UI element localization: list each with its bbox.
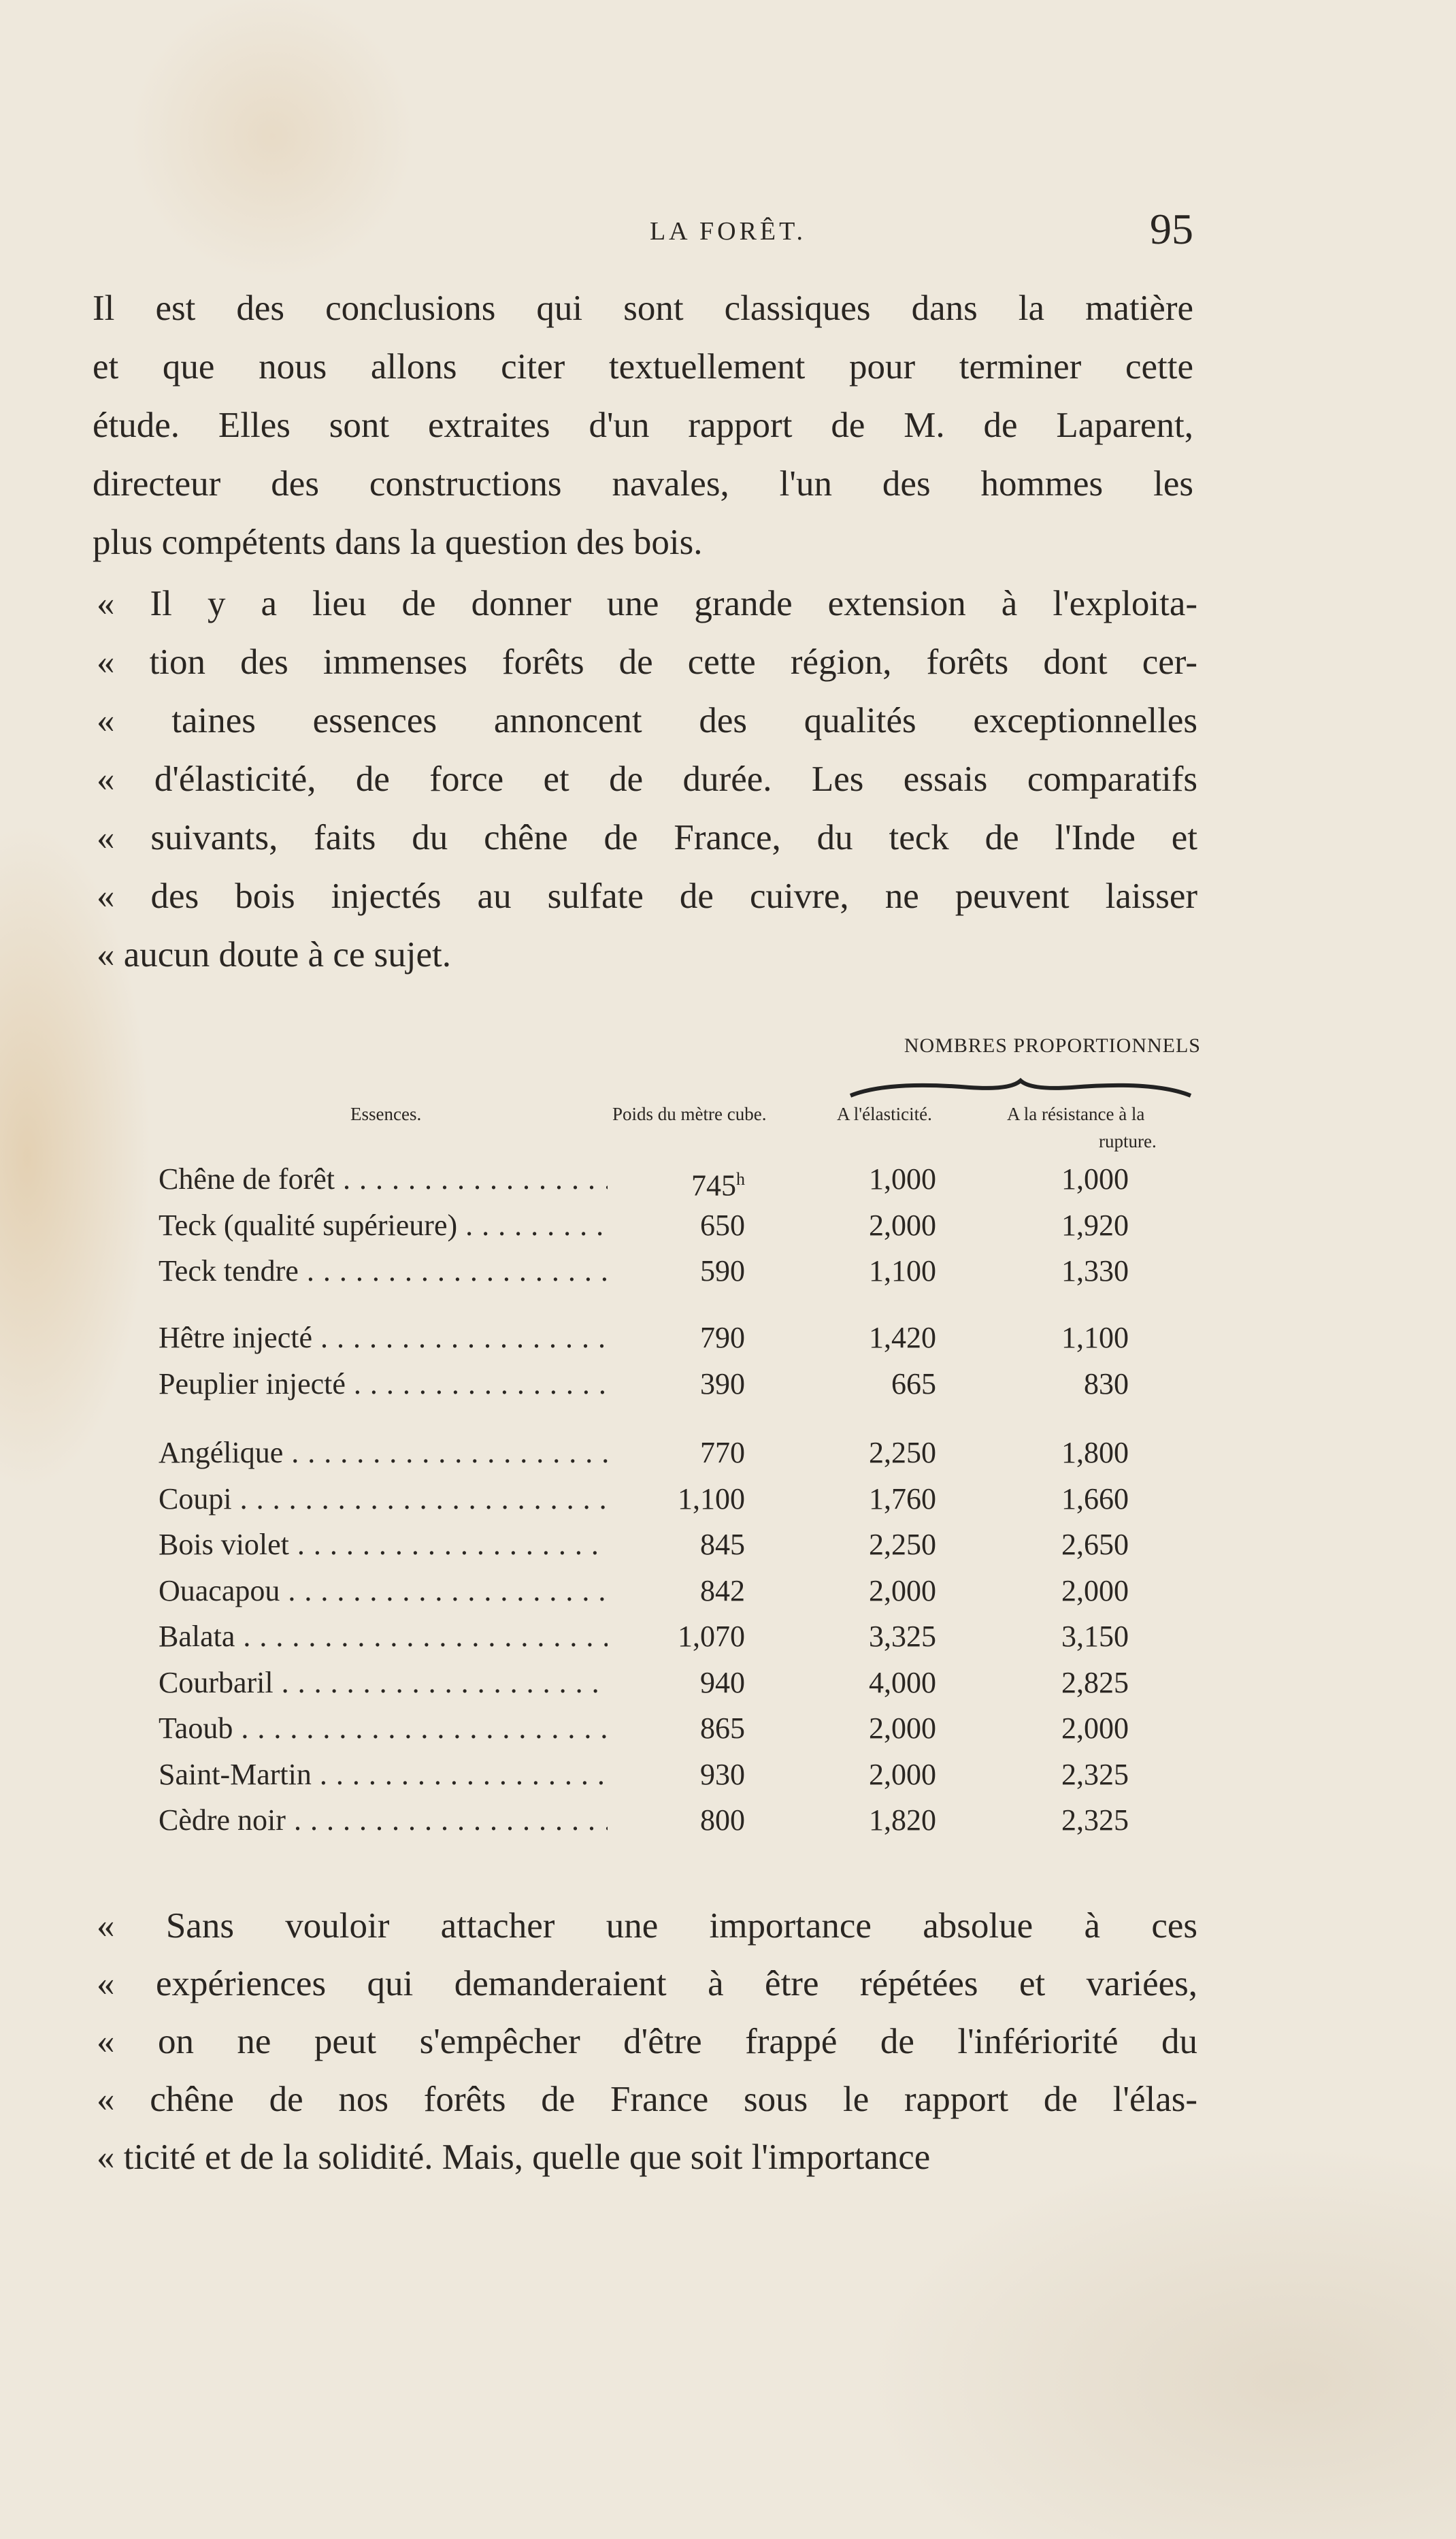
table-row <box>159 1706 1138 1751</box>
text-line: « d'élasticité, de force et de durée. Les essais comparatifs <box>97 759 1197 799</box>
elasticite-cell: 2,250 <box>869 1436 936 1469</box>
elasticite-cell: 2,000 <box>869 1573 936 1607</box>
table-row <box>159 1157 1138 1202</box>
poids-cell: 390 <box>700 1366 745 1400</box>
text-line: « des bois injectés au sulfate de cuivre, ne peuvent laisser <box>97 877 1197 916</box>
text-line: étude. Elles sont extraites d'un rapport de M. de Laparent, <box>93 406 1193 445</box>
text-line: plus compétents dans la question des bois. <box>93 523 703 562</box>
wood-name: Teck (qualité supérieure) . . . <box>159 1203 608 1248</box>
poids-cell: 800 <box>700 1803 745 1837</box>
rupture-cell: 2,000 <box>1061 1711 1129 1745</box>
table-row <box>159 1569 1138 1614</box>
poids-cell: 590 <box>700 1254 745 1288</box>
col-header-poids: Poids du mètre cube. <box>612 1104 767 1124</box>
rupture-cell: 1,330 <box>1061 1254 1129 1288</box>
poids-cell: 650 <box>700 1208 745 1242</box>
poids-cell: 770 <box>700 1436 745 1469</box>
text-line: directeur des constructions navales, l'un des hommes les <box>93 464 1193 504</box>
wood-name: Peuplier injecté . . . <box>159 1362 608 1407</box>
poids-cell: 1,100 <box>678 1481 745 1516</box>
running-title: LA FORÊT. <box>649 217 807 246</box>
table-row <box>159 1477 1138 1522</box>
table-row <box>159 1315 1138 1360</box>
wood-name: Saint-Martin . . . <box>159 1752 608 1797</box>
elasticite-cell: 665 <box>891 1366 936 1400</box>
text-line: Il est des conclusions qui sont classiques dans la matière <box>93 289 1193 328</box>
wood-name: Bois violet . . . <box>159 1522 608 1567</box>
text-line: « ticité et de la solidité. Mais, quelle que soit l'importance <box>97 2137 931 2177</box>
wood-name: Ouacapou . . . <box>159 1569 608 1614</box>
col-header-rupture: A la résistance à la <box>1007 1104 1145 1124</box>
wood-name: Chêne de forêt . . . <box>159 1157 608 1202</box>
table-row <box>159 1362 1138 1407</box>
wood-name: Teck tendre . . . <box>159 1249 608 1294</box>
elasticite-cell: 2,000 <box>869 1208 936 1242</box>
col-header-elasticite: A l'élasticité. <box>837 1104 932 1124</box>
elasticite-cell: 1,420 <box>869 1321 936 1354</box>
text-line: « expériences qui demanderaient à être répétées et variées, <box>97 1964 1197 2003</box>
text-line: « taines essences annoncent des qualités exceptionnelles <box>97 701 1197 740</box>
rupture-cell: 2,325 <box>1061 1803 1129 1837</box>
rupture-cell: 1,800 <box>1061 1436 1129 1469</box>
rupture-cell: 2,325 <box>1061 1757 1129 1791</box>
table-row <box>159 1203 1138 1248</box>
table-row <box>159 1430 1138 1475</box>
wood-name: Coupi . . . <box>159 1477 608 1522</box>
table-row <box>159 1614 1138 1659</box>
text-line: « tion des immenses forêts de cette région, forêts dont cer- <box>97 642 1197 682</box>
text-line: « suivants, faits du chêne de France, du teck de l'Inde et <box>97 818 1197 857</box>
poids-cell: 790 <box>700 1321 745 1354</box>
table-row <box>159 1660 1138 1705</box>
poids-cell: 940 <box>700 1665 745 1699</box>
rupture-cell: 1,000 <box>1061 1162 1129 1196</box>
text-line: « on ne peut s'empêcher d'être frappé de l'infériorité du <box>97 2022 1197 2061</box>
wood-name: Courbaril . . . <box>159 1660 608 1705</box>
poids-cell: 745$^h$ <box>691 1168 745 1202</box>
text-line: « chêne de nos forêts de France sous le rapport de l'élas- <box>97 2080 1197 2119</box>
elasticite-cell: 2,000 <box>869 1757 936 1791</box>
table-row <box>159 1752 1138 1797</box>
rupture-cell: 1,100 <box>1061 1321 1129 1354</box>
wood-name: Balata . . . <box>159 1614 608 1659</box>
text-line: « Sans vouloir attacher une importance absolue à ces <box>97 1906 1197 1946</box>
elasticite-cell: 2,250 <box>869 1528 936 1561</box>
wood-name: Hêtre injecté . . . <box>159 1315 608 1360</box>
rupture-cell: 2,825 <box>1061 1665 1129 1699</box>
col-header-rupture-2: rupture. <box>1099 1131 1157 1151</box>
elasticite-cell: 3,325 <box>869 1620 936 1653</box>
elasticite-cell: 1,100 <box>869 1254 936 1288</box>
wood-name: Cèdre noir . . . <box>159 1798 608 1843</box>
text-line: « aucun doute à ce sujet. <box>97 935 451 974</box>
elasticite-cell: 2,000 <box>869 1711 936 1745</box>
wood-name: Angélique . . . <box>159 1430 608 1475</box>
table-row <box>159 1522 1138 1567</box>
text-line: « Il y a lieu de donner une grande extension à l'exploita- <box>97 584 1197 623</box>
page-number: 95 <box>1150 205 1193 253</box>
rupture-cell: 1,660 <box>1061 1481 1129 1516</box>
rupture-cell: 1,920 <box>1061 1208 1129 1242</box>
poids-cell: 865 <box>700 1711 745 1745</box>
poids-cell: 842 <box>700 1573 745 1607</box>
text-line: et que nous allons citer textuellement pour terminer cette <box>93 347 1193 387</box>
rupture-cell: 830 <box>1084 1366 1129 1400</box>
table-row <box>159 1798 1138 1843</box>
col-header-essences: Essences. <box>350 1104 422 1124</box>
poids-cell: 1,070 <box>678 1620 745 1653</box>
table-row <box>159 1249 1138 1294</box>
elasticite-cell: 4,000 <box>869 1665 936 1699</box>
rupture-cell: 2,000 <box>1061 1573 1129 1607</box>
table-group-header: NOMBRES PROPORTIONNELS <box>904 1034 1201 1057</box>
elasticite-cell: 1,760 <box>869 1481 936 1516</box>
poids-cell: 845 <box>700 1528 745 1561</box>
elasticite-cell: 1,820 <box>869 1803 936 1837</box>
poids-cell: 930 <box>700 1757 745 1791</box>
elasticite-cell: 1,000 <box>869 1162 936 1196</box>
brace-decoration <box>847 1075 1194 1102</box>
rupture-cell: 3,150 <box>1061 1620 1129 1653</box>
wood-name: Taoub . . . <box>159 1706 608 1751</box>
rupture-cell: 2,650 <box>1061 1528 1129 1561</box>
